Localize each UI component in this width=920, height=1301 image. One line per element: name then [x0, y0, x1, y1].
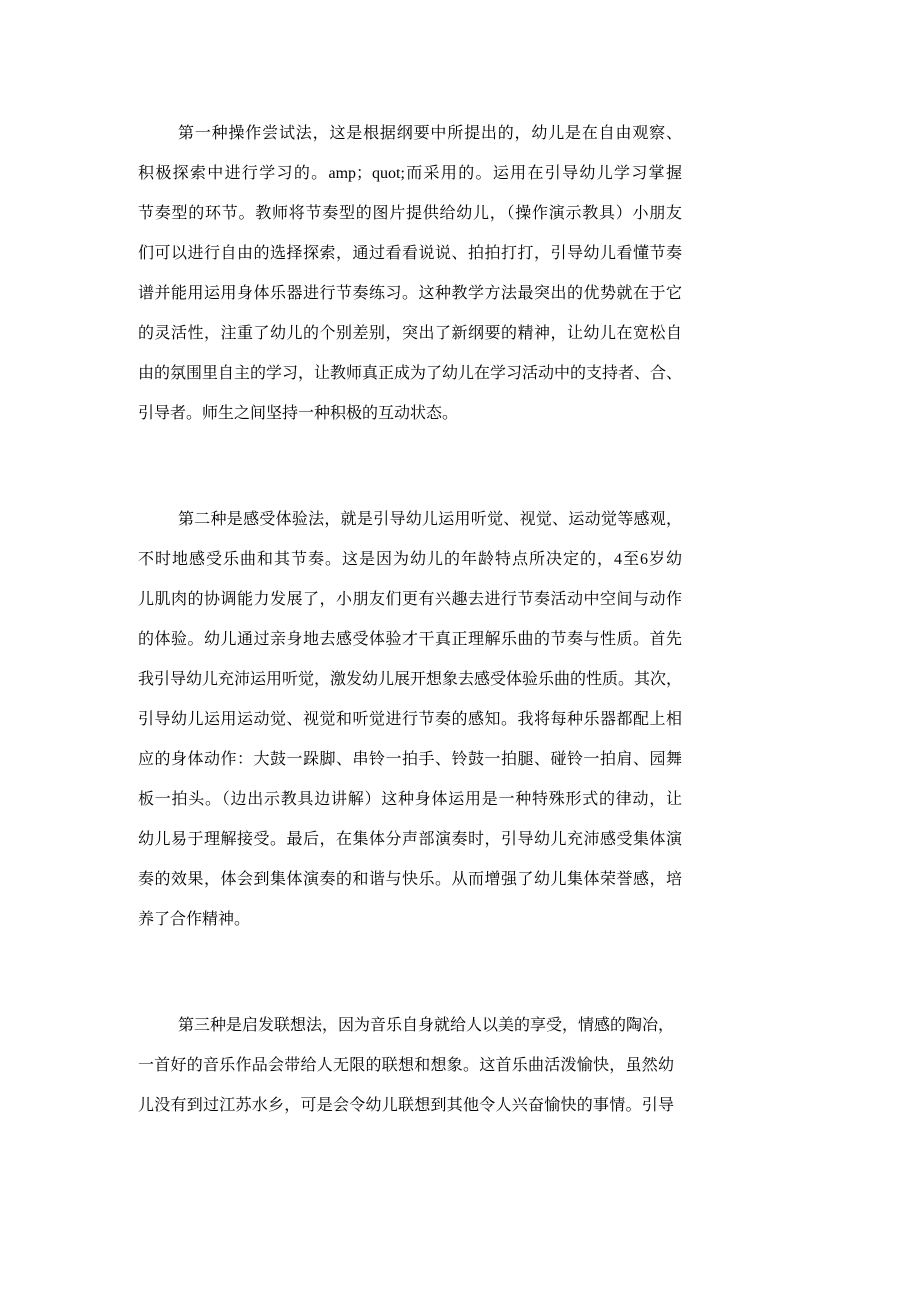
text-line: 板一拍头。（边出示教具边讲解）这种身体运用是一种特殊形式的律动，让 — [138, 791, 683, 808]
text-line: 幼儿易于理解接受。最后，在集体分声部演奏时，引导幼儿充沛感受集体演 — [138, 831, 683, 848]
text-line: 引导幼儿运用运动觉、视觉和听觉进行节奏的感知。我将每种乐器都配上相 — [138, 711, 683, 728]
text-line: 养了合作精神。 — [138, 911, 251, 928]
text-line: 儿没有到过江苏水乡，可是会令幼儿联想到其他令人兴奋愉快的事情。引导 — [138, 1097, 675, 1114]
text-line: 我引导幼儿充沛运用听觉，激发幼儿展开想象去感受体验乐曲的性质。其次， — [138, 671, 683, 688]
text-line: 奏的效果，体会到集体演奏的和谐与快乐。从而增强了幼儿集体荣誉感，培 — [138, 871, 683, 888]
text-line: 一首好的音乐作品会带给人无限的联想和想象。这首乐曲活泼愉快，虽然幼 — [138, 1057, 675, 1074]
text-line: 第一种操作尝试法，这是根据纲要中所提出的，幼儿是在自由观察、 — [178, 125, 683, 142]
text-line: 的体验。幼儿通过亲身地去感受体验才干真正理解乐曲的节奏与性质。首先 — [138, 631, 683, 648]
text-line: 们可以进行自由的选择探索，通过看看说说、拍拍打打，引导幼儿看懂节奏 — [138, 245, 683, 262]
text-line: 节奏型的环节。教师将节奏型的图片提供给幼儿，（操作演示教具）小朋友 — [138, 205, 683, 222]
text-line: 儿肌肉的协调能力发展了，小朋友们更有兴趣去进行节奏活动中空间与动作 — [138, 591, 683, 608]
text-line: 不时地感受乐曲和其节奏。这是因为幼儿的年龄特点所决定的，4至6岁幼 — [138, 551, 683, 568]
text-line: 第三种是启发联想法，因为音乐自身就给人以美的享受，情感的陶冶， — [178, 1017, 675, 1034]
paragraph-operation-method — [138, 114, 682, 434]
text-line: 应的身体动作：大鼓一跺脚、串铃一拍手、铃鼓一拍腿、碰铃一拍肩、园舞 — [138, 751, 683, 768]
text-line: 的灵活性，注重了幼儿的个别差别，突出了新纲要的精神，让幼儿在宽松自 — [138, 325, 683, 342]
text-line: 由的氛围里自主的学习，让教师真正成为了幼儿在学习活动中的支持者、合、 — [138, 365, 683, 382]
paragraph-association-method — [138, 1006, 674, 1126]
text-line: 谱并能用运用身体乐器进行节奏练习。这种教学方法最突出的优势就在于它 — [138, 285, 683, 302]
text-line: 积极探索中进行学习的。amp；quot;而采用的。运用在引导幼儿学习掌握 — [138, 165, 683, 182]
paragraph-experience-method — [138, 500, 682, 940]
text-line: 第二种是感受体验法，就是引导幼儿运用听觉、视觉、运动觉等感观， — [178, 511, 683, 528]
text-line: 引导者。师生之间坚持一种积极的互动状态。 — [138, 405, 459, 422]
